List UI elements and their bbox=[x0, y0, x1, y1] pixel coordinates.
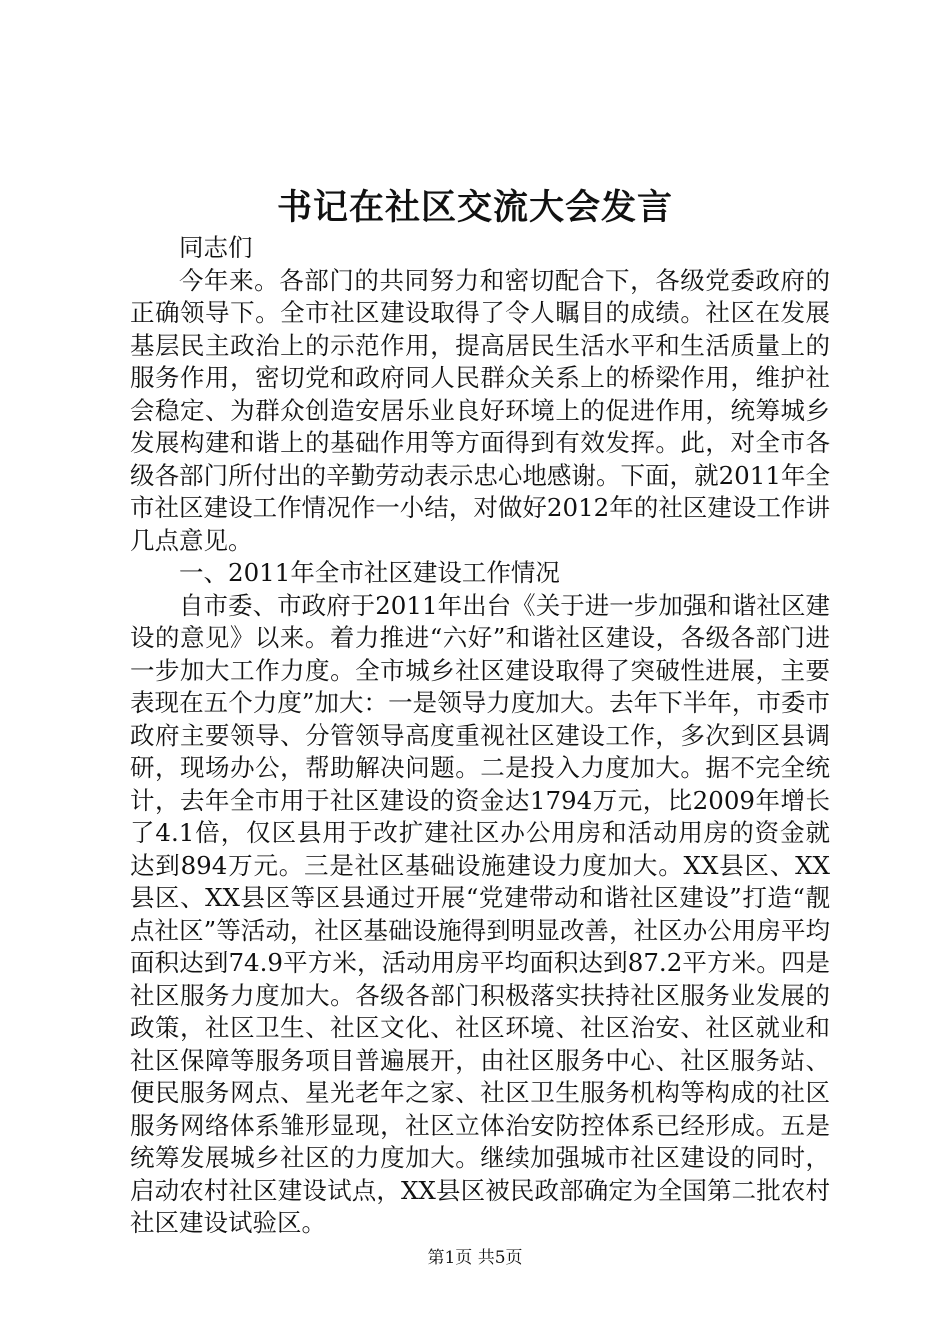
page-footer: 第1页 共5页 bbox=[427, 1248, 523, 1268]
paragraph-intro: 今年来。各部门的共同努力和密切配合下，各级党委政府的正确领导下。全市社区建设取得了令人瞩目的成绩。社区在发展基层民主政治上的示范作用，提高居民生活水平和生活质量上的服务作用，密切党和政府同人民群众关系上的桥梁作用，维护社会稳定、为群众创造安居乐业良好环境上的促进作用，统筹城乡发展构建和谐上的基础作用等方面得到有效发挥。此，对全市各级各部门所付出的辛勤劳动表示忠心地感谢。下面，就2011年全市社区建设工作情况作一小结，对做好2012年的社区建设工作讲几点意见。 bbox=[130, 265, 830, 555]
document-title: 书记在社区交流大会发言 bbox=[276, 187, 673, 228]
section-heading: 一、2011年全市社区建设工作情况 bbox=[179, 558, 560, 587]
paragraph-section-1: 自市委、市政府于2011年出台《关于进一步加强和谐社区建设的意见》以来。着力推进“六好”和谐社区建设，各级各部门进一步加大工作力度。全市城乡社区建设取得了突破性进展，主要表现在五个力度”加大：一是领导力度加大。去年下半年，市委市政府主要领导、分管领导高度重视社区建设工作，多次到区县调研，现场办公，帮助解决问题。二是投入力度加大。据不完全统计，去年全市用于社区建设的资金达1794万元，比2009年增长了4.1倍，仅区县用于改扩建社区办公用房和活动用房的资金就达到894万元。三是社区基础设施建设力度加大。XX县区、XX县区、XX县区等区县通过开展“党建带动和谐社区建设”打造“靓点社区”等活动，社区基础设施得到明显改善，社区办公用房平均面积达到74.9平方米，活动用房平均面积达到87.2平方米。四是社区服务力度加大。各级各部门积极落实扶持社区服务业发展的政策，社区卫生、社区文化、社区环境、社区治安、社区就业和社区保障等服务项目普遍展开，由社区服务中心、社区服务站、便民服务网点、星光老年之家、社区卫生服务机构等构成的社区服务网络体系雏形显现，社区立体治安防控体系已经形成。五是统筹发展城乡社区的力度加大。继续加强城市社区建设的同时，启动农村社区建设试点，XX县区被民政部确定为全国第二批农村社区建设试验区。 bbox=[130, 590, 830, 1237]
document-body bbox=[130, 232, 830, 1240]
salutation: 同志们 bbox=[179, 233, 253, 262]
